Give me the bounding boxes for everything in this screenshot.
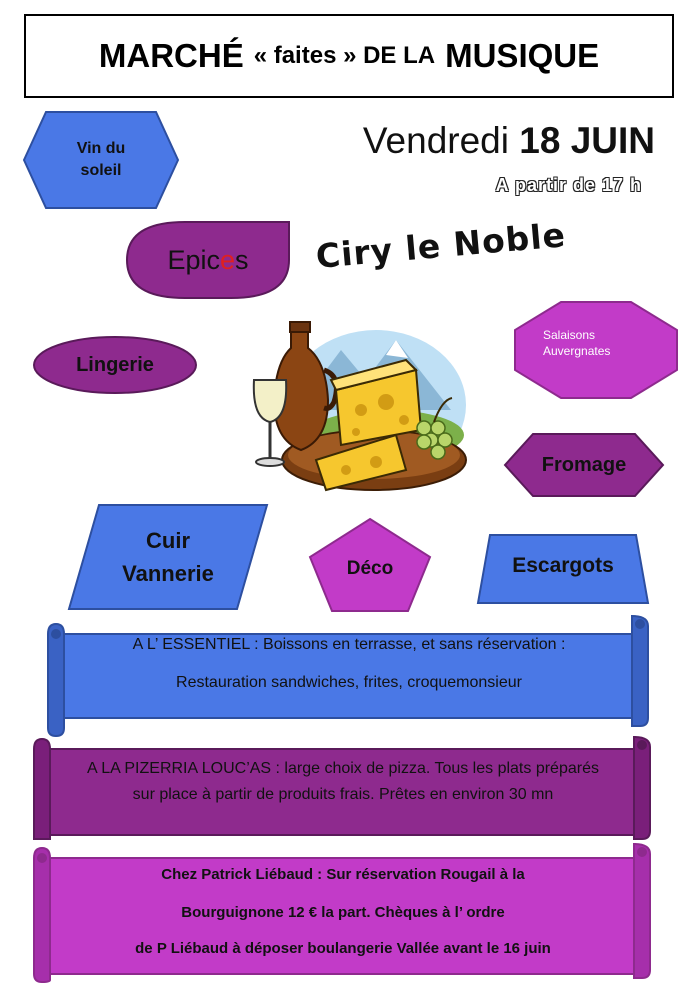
salaisons-line2: Auvergnates — [543, 344, 611, 358]
cuir-line: Cuir — [146, 528, 190, 553]
event-date — [300, 120, 655, 162]
escargots-label: Escargots — [512, 553, 614, 577]
lingerie-label: Lingerie — [76, 353, 154, 376]
vin-line2: soleil — [80, 162, 122, 179]
vin-line1: Vin du — [76, 140, 126, 158]
event-time: A partir de 17 h — [495, 175, 642, 195]
title-musique: MUSIQUE — [445, 37, 600, 74]
title-box — [24, 14, 674, 98]
pizzeria-line1: A LA PIZERRIA LOUC’AS : large choix de pizza. Tous les plats préparés — [87, 760, 599, 777]
food-illustration — [246, 310, 468, 500]
epices-label — [125, 220, 291, 300]
vin-label — [22, 110, 180, 210]
patrick-line3: de P Liébaud à déposer boulangerie Vallée avant le 16 juin — [135, 940, 551, 957]
patrick-line1: Chez Patrick Liébaud : Sur réservation Rougail à la — [161, 866, 525, 883]
pizzeria-line2: sur place à partir de produits frais. Prêtes en environ 30 mn — [132, 786, 554, 803]
salaisons-label — [513, 300, 673, 386]
title-marche: MARCHÉ — [98, 37, 244, 74]
essentiel-line2: Restauration sandwiches, frites, croquemonsieur — [176, 674, 522, 691]
event-place: Ciry le Noble — [314, 215, 568, 276]
salaisons-line1: Salaisons — [543, 327, 596, 342]
epices-part1: Epic — [167, 244, 220, 275]
cuir-label — [67, 503, 269, 611]
event-day: Vendredi — [362, 120, 509, 161]
epices-part3: s — [235, 244, 249, 275]
fromage-label: Fromage — [541, 453, 627, 476]
event-date-value: 18 JUIN — [519, 120, 655, 161]
deco-label: Déco — [346, 558, 394, 580]
vannerie-line: Vannerie — [122, 561, 214, 586]
epices-part2: e — [220, 244, 236, 275]
patrick-line2: Bourguignone 12 € la part. Chèques à l’ ordre — [181, 904, 505, 921]
title-faites: « faites » DE LA — [253, 42, 436, 69]
essentiel-line1: A L’ ESSENTIEL : Boissons en terrasse, et sans réservation : — [132, 636, 566, 653]
